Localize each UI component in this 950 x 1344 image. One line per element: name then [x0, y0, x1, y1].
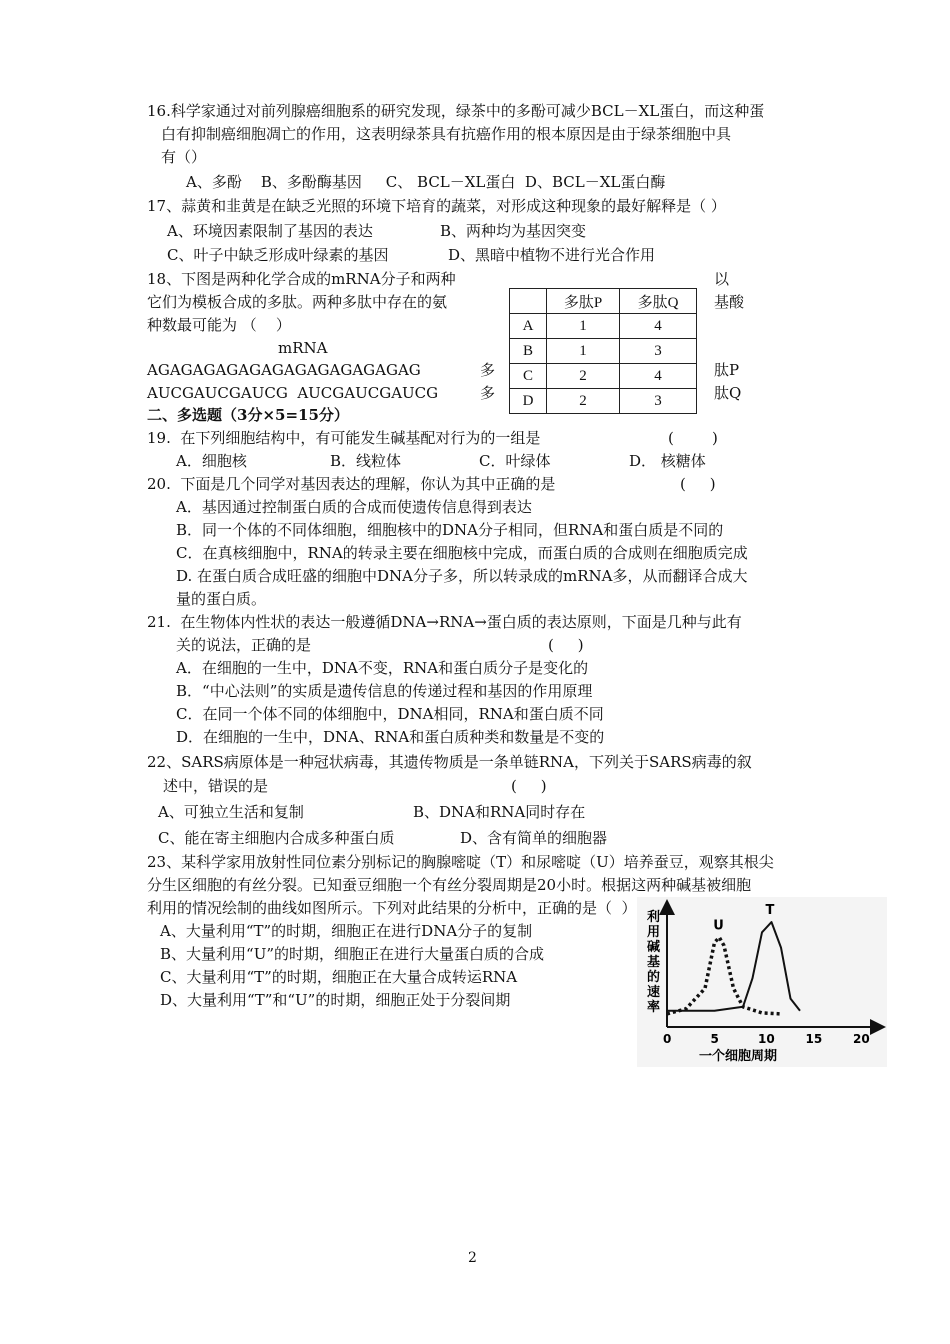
q21-stem-line1: 21. 在生物体内性状的表达一般遵循DNA→RNA→蛋白质的表达原则，下面是几种与此有 [147, 613, 742, 631]
q18-stem-line2: 它们为模板合成的多肽。两种多肽中存在的氨 [147, 293, 448, 311]
table-cell: 4 [620, 364, 697, 389]
series-label-t: T [765, 903, 775, 919]
q19-option-c: C．叶绿体 [479, 452, 551, 470]
y-axis-label-char: 用 [647, 925, 661, 940]
q21-answer-paren: ( ) [548, 636, 584, 654]
q23-option-c: C、大量利用“T”的时期，细胞正在大量合成转运RNA [160, 968, 518, 986]
y-axis-label-char: 速 [647, 985, 661, 1000]
y-axis-label-char: 率 [647, 1000, 661, 1015]
table-row [510, 364, 697, 389]
q23-option-a: A、大量利用“T”的时期，细胞正在进行DNA分子的复制 [160, 922, 533, 940]
q20-stem: 20. 下面是几个同学对基因表达的理解，你认为其中正确的是 [147, 475, 556, 493]
q21-option-a: A．在细胞的一生中，DNA不变，RNA和蛋白质分子是变化的 [176, 659, 589, 677]
q22-answer-paren: ( ) [511, 777, 547, 795]
table-header-row [510, 289, 697, 314]
q18-sequence-2-peptide: 多 [480, 384, 496, 402]
q20-answer-paren: ( ) [680, 475, 716, 493]
series-line-u [667, 937, 781, 1014]
table-header: 多肽P [547, 289, 620, 314]
q17-option-b: B、两种均为基因突变 [440, 222, 587, 240]
x-axis-label: 一个细胞周期 [699, 1049, 778, 1064]
q21-option-b: B．“中心法则”的实质是遗传信息的传递过程和基因的作用原理 [176, 682, 593, 700]
table-cell: 2 [547, 364, 620, 389]
y-axis-label-char: 碱 [647, 940, 661, 955]
x-tick-labels [663, 1032, 870, 1046]
table-cell: A [510, 314, 547, 339]
q20-option-d-line1: D. 在蛋白质合成旺盛的细胞中DNA分子多，所以转录成的mRNA多，从而翻译合成大 [176, 567, 748, 585]
table-cell: 1 [547, 339, 620, 364]
q18-sequence-2: AUCGAUCGAUCG AUCGAUCGAUCG [147, 384, 439, 402]
q19-option-a: A．细胞核 [176, 452, 247, 470]
q16-stem-line1: 16.科学家通过对前列腺癌细胞系的研究发现，绿茶中的多酚可减少BCL－XL蛋白，而这种蛋 [147, 102, 765, 120]
table-cell: B [510, 339, 547, 364]
q16-stem-line3: 有（） [161, 148, 207, 166]
q20-option-a: A．基因通过控制蛋白质的合成而使遗传信息得到表达 [176, 498, 532, 516]
chart-svg [637, 897, 887, 1067]
q18-stem-line3: 种数最可能为 （ ） [147, 316, 291, 334]
q19-option-b: B．线粒体 [330, 452, 402, 470]
q19-stem: 19. 在下列细胞结构中，有可能发生碱基配对行为的一组是 [147, 429, 541, 447]
q17-option-d: D、黑暗中植物不进行光合作用 [448, 246, 656, 264]
table-row [510, 339, 697, 364]
section-heading: 二、多选题（3分×5=15分） [147, 406, 349, 424]
q23-stem-line2: 分生区细胞的有丝分裂。已知蚕豆细胞一个有丝分裂周期是20小时。根据这两种碱基被细胞 [147, 876, 752, 894]
x-tick-label: 10 [758, 1032, 775, 1046]
x-tick-label: 0 [663, 1032, 672, 1046]
q17-option-a: A、环境因素限制了基因的表达 [167, 222, 373, 240]
y-axis-label-char: 基 [647, 955, 661, 970]
table-cell: D [510, 389, 547, 414]
q18-mrna-label: mRNA [278, 339, 328, 357]
q21-stem-line2: 关的说法，正确的是 [176, 636, 312, 654]
q18-stem-line1: 18、下图是两种化学合成的mRNA分子和两种 [147, 270, 456, 288]
q18-sequence-1-peptide-tail: 肽P [714, 361, 740, 379]
q22-option-a: A、可独立生活和复制 [158, 803, 304, 821]
x-tick-label: 20 [853, 1032, 870, 1046]
table-cell: 4 [620, 314, 697, 339]
q19-option-d: D． 核糖体 [629, 452, 706, 470]
q22-option-d: D、含有简单的细胞器 [460, 829, 608, 847]
q18-answer-table [509, 288, 697, 414]
table-cell: 3 [620, 339, 697, 364]
q22-option-c: C、能在寄主细胞内合成多种蛋白质 [158, 829, 395, 847]
q22-stem-line1: 22、SARS病原体是一种冠状病毒，其遗传物质是一条单链RNA，下列关于SARS病毒的叙 [147, 753, 752, 771]
q22-stem-line2: 述中，错误的是 [163, 777, 269, 795]
q17-option-c: C、叶子中缺乏形成叶绿素的基因 [167, 246, 389, 264]
base-utilization-chart [637, 897, 887, 1067]
q18-stem-line2-tail: 基酸 [714, 293, 745, 311]
table-cell: C [510, 364, 547, 389]
table-cell [510, 289, 547, 314]
table-cell: 1 [547, 314, 620, 339]
q16-stem-line2: 白有抑制癌细胞凋亡的作用，这表明绿茶具有抗癌作用的根本原因是由于绿茶细胞中具 [161, 125, 732, 143]
q22-option-b: B、DNA和RNA同时存在 [413, 803, 586, 821]
q16-options: A、多酚 B、多酚酶基因 C、 BCL－XL蛋白 D、BCL－XL蛋白酶 [186, 173, 666, 191]
q21-option-c: C．在同一个体不同的体细胞中，DNA相同，RNA和蛋白质不同 [176, 705, 604, 723]
table-header: 多肽Q [620, 289, 697, 314]
y-axis-label-char: 利 [647, 910, 661, 925]
q18-sequence-2-peptide-tail: 肽Q [714, 384, 742, 402]
q23-option-b: B、大量利用“U”的时期，细胞正在进行大量蛋白质的合成 [160, 945, 545, 963]
x-tick-label: 5 [710, 1032, 719, 1046]
page-number: 2 [468, 1250, 477, 1266]
q23-stem-line3: 利用的情况绘制的曲线如图所示。下列对此结果的分析中，正确的是（ ） [147, 899, 637, 917]
q18-sequence-1: AGAGAGAGAGAGAGAGAGAGAGAG [147, 361, 421, 379]
table-cell: 3 [620, 389, 697, 414]
y-axis-label [646, 909, 660, 1015]
q23-option-d: D、大量利用“T”和“U”的时期，细胞正处于分裂间期 [160, 991, 511, 1009]
series-label-u: U [713, 918, 724, 934]
table-cell: 2 [547, 389, 620, 414]
q23-stem-line1: 23、某科学家用放射性同位素分别标记的胸腺嘧啶（T）和尿嘧啶（U）培养蚕豆，观察其根尖 [147, 853, 774, 871]
q20-option-c: C．在真核细胞中，RNA的转录主要在细胞核中完成，而蛋白质的合成则在细胞质完成 [176, 544, 748, 562]
q21-option-d: D．在细胞的一生中，DNA、RNA和蛋白质种类和数量是不变的 [176, 728, 605, 746]
q20-option-b: B．同一个体的不同体细胞，细胞核中的DNA分子相同，但RNA和蛋白质是不同的 [176, 521, 724, 539]
q18-sequence-1-peptide: 多 [480, 361, 496, 379]
q19-answer-paren: ( ) [668, 429, 718, 447]
x-tick-label: 15 [805, 1032, 823, 1046]
table-row [510, 389, 697, 414]
q18-stem-line1-tail: 以 [714, 270, 730, 288]
q17-stem: 17、蒜黄和韭黄是在缺乏光照的环境下培育的蔬菜，对形成这种现象的最好解释是（ ） [147, 197, 726, 215]
y-axis-label-char: 的 [647, 970, 661, 985]
series-group [667, 903, 800, 1014]
table-row [510, 314, 697, 339]
q20-option-d-line2: 量的蛋白质。 [176, 590, 267, 608]
series-line-t [667, 922, 800, 1011]
